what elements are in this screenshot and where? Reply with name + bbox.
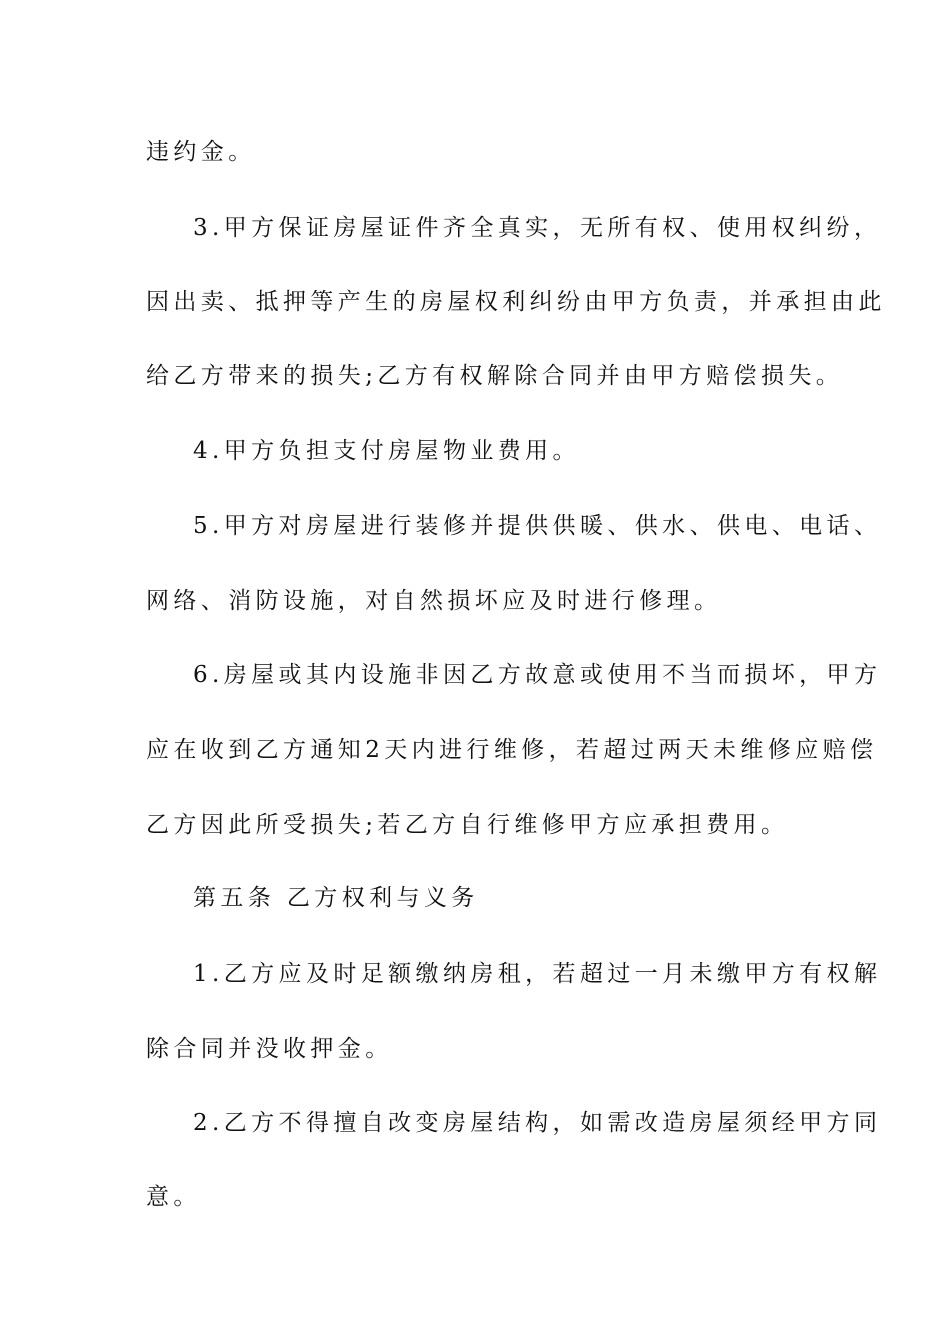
text-line-10: 乙方因此所受损失;若乙方自行维修甲方应承担费用。 (146, 812, 789, 838)
text-line-7: 网络、消防设施，对自然损坏应及时进行修理。 (146, 588, 722, 614)
clause-4-item-5: 5.甲方对房屋进行装修并提供供暖、供水、供电、电话、 (193, 513, 882, 539)
text-line-13: 除合同并没收押金。 (146, 1036, 393, 1062)
text-line-1: 违约金。 (146, 139, 256, 165)
clause-4-item-6: 6.房屋或其内设施非因乙方故意或使用不当而损坏，甲方 (193, 662, 882, 688)
clause-5-item-2: 2.乙方不得擅自改变房屋结构，如需改造房屋须经甲方同 (193, 1110, 882, 1136)
text-line-4: 给乙方带来的损失;乙方有权解除合同并由甲方赔偿损失。 (146, 363, 844, 389)
text-line-9: 应在收到乙方通知2天内进行维修，若超过两天未维修应赔偿 (146, 737, 878, 763)
text-line-15: 意。 (146, 1184, 201, 1210)
clause-4-item-3: 3.甲方保证房屋证件齐全真实，无所有权、使用权纠纷， (193, 215, 882, 241)
clause-4-item-4: 4.甲方负担支付房屋物业费用。 (193, 438, 580, 464)
section-heading-article-5: 第五条 乙方权利与义务 (193, 885, 479, 911)
text-line-3: 因出卖、抵押等产生的房屋权利纠纷由甲方负责，并承担由此 (146, 289, 886, 315)
clause-5-item-1: 1.乙方应及时足额缴纳房租，若超过一月未缴甲方有权解 (193, 961, 882, 987)
